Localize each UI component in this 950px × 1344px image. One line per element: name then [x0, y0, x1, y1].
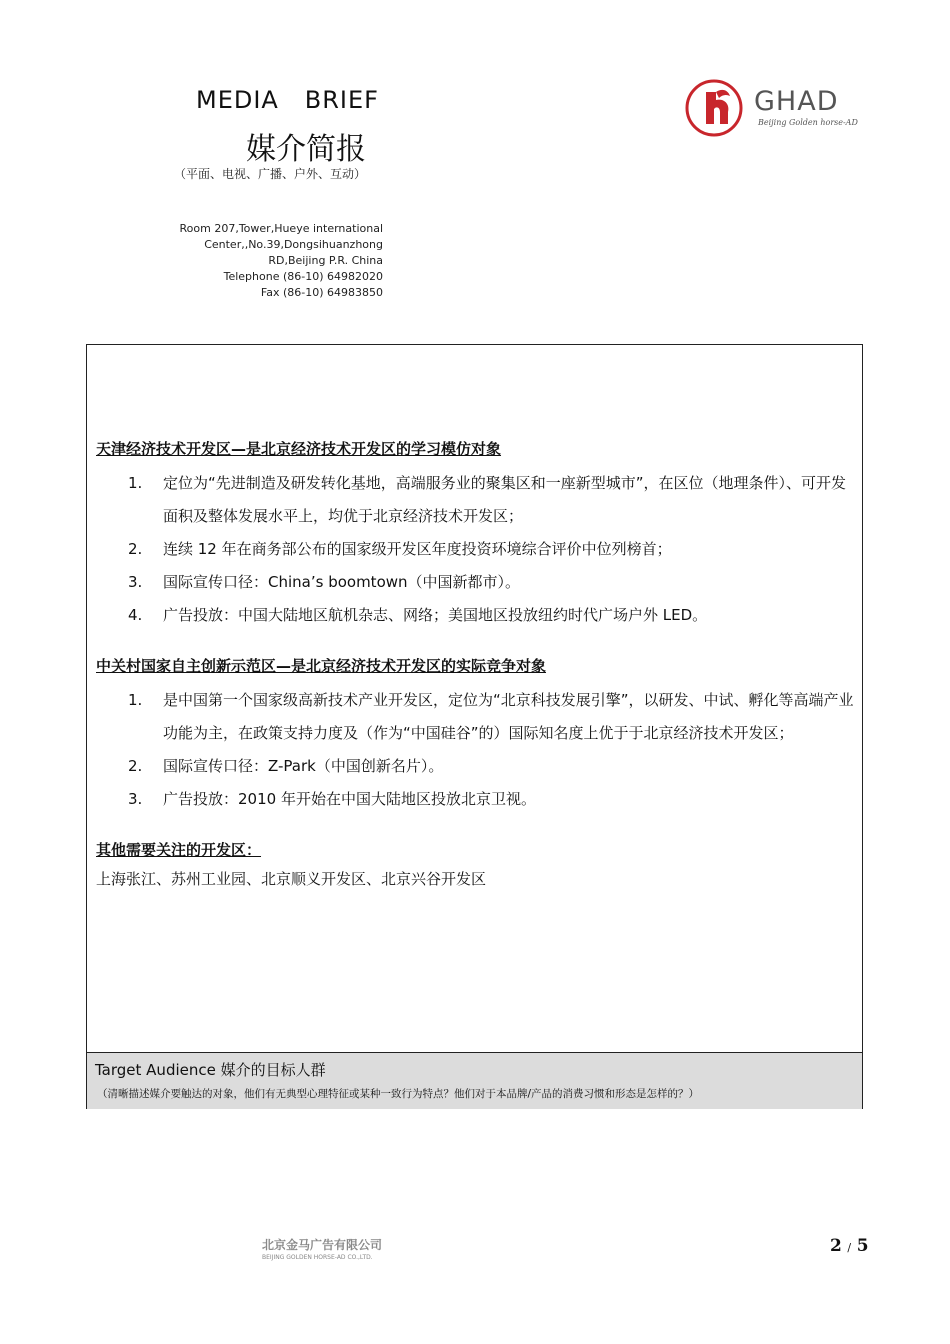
ghad-logo: [684, 78, 858, 138]
list-text: 国际宣传口径：China’s boomtown（中国新都市）。: [163, 573, 521, 591]
section-heading-others: 其他需要关注的开发区：: [96, 841, 262, 859]
list-number: 1.: [128, 474, 143, 492]
list-text: 广告投放：2010 年开始在中国大陆地区投放北京卫视。: [163, 790, 536, 808]
horse-emblem-icon: [684, 78, 744, 138]
list-item: [96, 599, 858, 632]
company-address: [140, 221, 383, 301]
list-number: 4.: [128, 606, 143, 624]
section-heading-zhongguancun: 中关村国家自主创新示范区—是北京经济技术开发区的实际竞争对象: [96, 657, 547, 675]
address-line: RD,Beijing P.R. China: [268, 254, 383, 267]
target-audience-note: （清晰描述媒介要触达的对象，他们有无典型心理特征或某种一致行为特点？他们对于本品牌/产品的消费习惯和形态是怎样的？）: [97, 1088, 700, 1100]
fax-line: Fax (86-10) 64983850: [260, 286, 383, 299]
zhongguancun-list: [96, 684, 858, 816]
list-number: 1.: [128, 691, 143, 709]
brand-name: GHAD: [754, 86, 839, 117]
page-total: 5: [856, 1236, 869, 1256]
title-en: MEDIA BRIEF: [196, 86, 379, 114]
page-current: 2: [830, 1236, 842, 1256]
address-line: Center,,No.39,Dongsihuanzhong: [204, 238, 383, 251]
telephone-line: Telephone (86-10) 64982020: [223, 270, 383, 283]
list-item: [96, 566, 858, 599]
list-number: 2.: [128, 540, 143, 558]
footer-company-cn: 北京金马广告有限公司: [262, 1238, 383, 1252]
list-item: [96, 533, 858, 566]
list-item: [96, 684, 858, 750]
media-types-subtitle: （平面、电视、广播、户外、互动）: [173, 167, 366, 181]
address-line: Room 207,Tower,Hueye international: [179, 222, 383, 235]
section-heading-tianjin: 天津经济技术开发区—是北京经济技术开发区的学习模仿对象: [96, 440, 502, 458]
list-item: [96, 750, 858, 783]
list-number: 3.: [128, 573, 143, 591]
list-number: 2.: [128, 757, 143, 775]
brief-content: [96, 437, 858, 894]
page-number: [830, 1236, 869, 1256]
list-text: 定位为“先进制造及研发转化基地，高端服务业的聚集区和一座新型城市”，在区位（地理条件）、可开发面积及整体发展水平上，均优于北京经济技术开发区；: [163, 474, 847, 525]
footer-company-en: BEIJING GOLDEN HORSE-AD CO.,LTD.: [262, 1254, 373, 1261]
list-text: 广告投放：中国大陆地区航机杂志、网络；美国地区投放纽约时代广场户外 LED。: [163, 606, 708, 624]
list-text: 连续 12 年在商务部公布的国家级开发区年度投资环境综合评价中位列榜首；: [163, 540, 672, 558]
list-item: [96, 783, 858, 816]
title-cn: 媒介简报: [246, 132, 366, 167]
page-separator: /: [847, 1241, 852, 1254]
brand-tagline: Beijing Golden horse-AD: [758, 118, 858, 127]
tianjin-list: [96, 467, 858, 632]
list-text: 国际宣传口径：Z-Park（中国创新名片）。: [163, 757, 444, 775]
target-audience-title: Target Audience 媒介的目标人群: [95, 1061, 326, 1079]
list-text: 是中国第一个国家级高新技术产业开发区，定位为“北京科技发展引擎”，以研发、中试、孵化等高端产业功能为主，在政策支持力度及（作为“中国硅谷”的）国际知名度上优于于北京经济技术开发区；: [163, 691, 854, 742]
list-item: [96, 467, 858, 533]
other-zones-text: 上海张江、苏州工业园、北京顺义开发区、北京兴谷开发区: [96, 870, 487, 888]
list-number: 3.: [128, 790, 143, 808]
target-audience-panel: [87, 1052, 862, 1109]
